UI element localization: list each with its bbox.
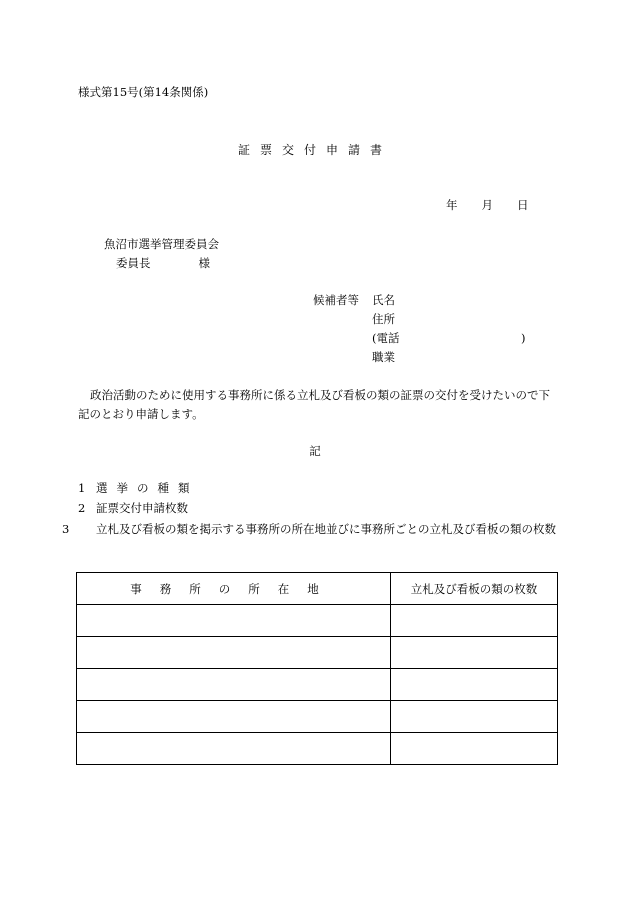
applicant-phone-label: (電話	[372, 331, 400, 345]
item-label: 証票交付申請枚数	[96, 501, 188, 515]
table-cell-location[interactable]	[77, 733, 391, 765]
addressee-title	[116, 256, 210, 270]
item-office-locations	[62, 520, 574, 539]
date-day: 日	[517, 198, 529, 212]
date-line	[446, 198, 529, 212]
table-row	[77, 733, 558, 765]
table-cell-count[interactable]	[391, 701, 558, 733]
table-cell-count[interactable]	[391, 605, 558, 637]
addressee-position: 委員長	[116, 256, 151, 270]
table-cell-count[interactable]	[391, 669, 558, 701]
addressee-honorific: 様	[198, 256, 210, 270]
date-year: 年	[446, 198, 458, 212]
addressee-organization: 魚沼市選挙管理委員会	[104, 237, 219, 251]
item-election-type	[78, 481, 199, 495]
table-cell-count[interactable]	[391, 637, 558, 669]
applicant-occupation-label: 職業	[372, 350, 395, 364]
table-row	[77, 605, 558, 637]
form-number: 様式第15号(第14条関係)	[78, 85, 209, 99]
item-label: 立札及び看板の類を掲示する事務所の所在地並びに事務所ごとの立札及び看板の類の枚数	[96, 522, 556, 536]
applicant-name-label: 氏名	[372, 293, 395, 307]
date-month: 月	[481, 198, 493, 212]
request-body-text: 政治活動のために使用する事務所に係る立札及び看板の類の証票の交付を受けたいので下記のとおり申請します。	[78, 388, 550, 421]
office-table	[76, 572, 557, 765]
header-sign-count: 立札及び看板の類の枚数	[391, 573, 558, 605]
applicant-address-label: 住所	[372, 312, 395, 326]
item-number: 2	[78, 501, 86, 515]
header-office-location: 事務所の所在地	[77, 573, 391, 605]
table-row	[77, 669, 558, 701]
table-header-row	[77, 573, 558, 605]
item-number: 3	[62, 522, 70, 536]
table-cell-location[interactable]	[77, 637, 391, 669]
table-row	[77, 637, 558, 669]
document-title: 証票交付申請書	[237, 143, 392, 157]
table-cell-location[interactable]	[77, 669, 391, 701]
ki-heading: 記	[309, 444, 321, 458]
table-cell-location[interactable]	[77, 605, 391, 637]
item-number: 1	[78, 481, 86, 495]
applicant-phone-close: )	[521, 331, 526, 345]
applicant-label: 候補者等	[313, 293, 359, 307]
table-row	[77, 701, 558, 733]
item-label: 選挙の種類	[96, 481, 199, 495]
item-request-count	[78, 501, 188, 515]
table-cell-location[interactable]	[77, 701, 391, 733]
table-cell-count[interactable]	[391, 733, 558, 765]
